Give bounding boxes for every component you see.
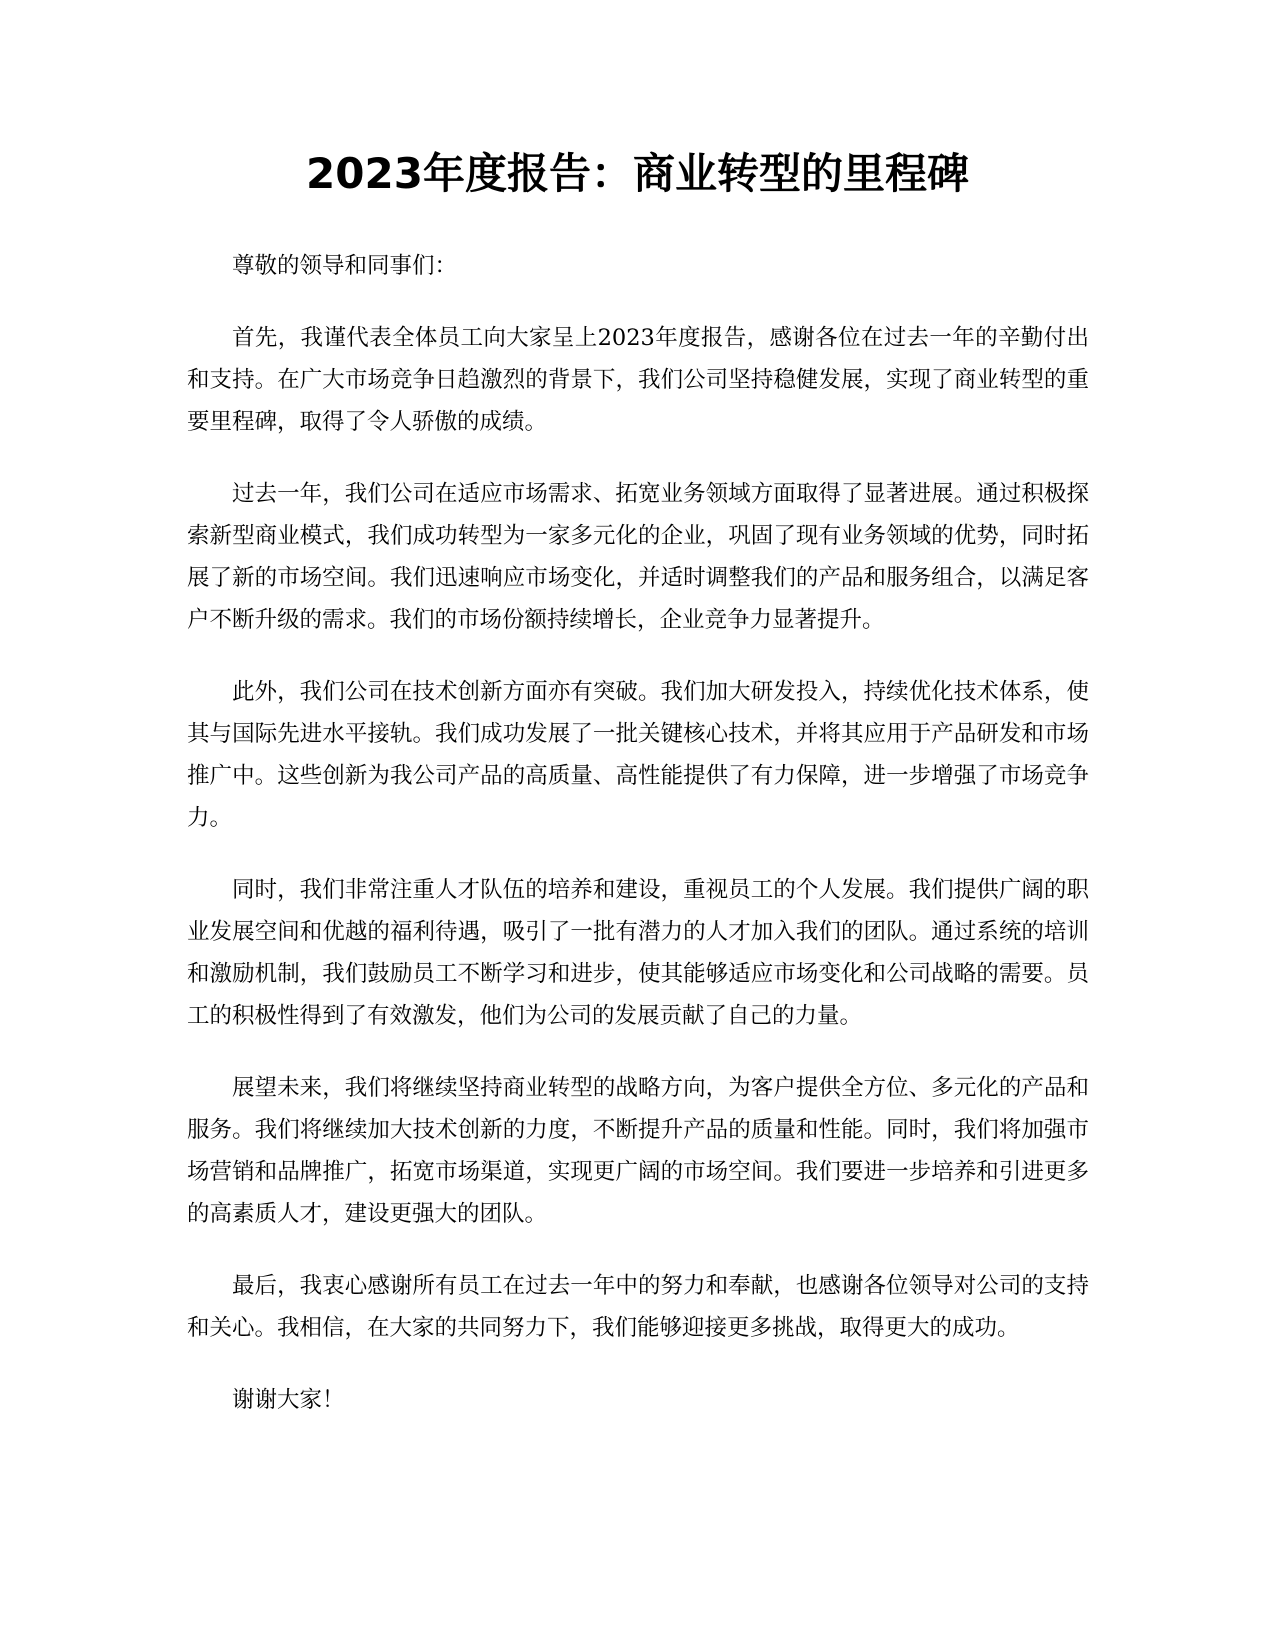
- paragraph-business-progress: 过去一年，我们公司在适应市场需求、拓宽业务领域方面取得了显著进展。通过积极探索新型商业模式，我们成功转型为一家多元化的企业，巩固了现有业务领域的优势，同时拓展了新的市场空间。我们迅速响应市场变化，并适时调整我们的产品和服务组合，以满足客户不断升级的需求。我们的市场份额持续增长，企业竞争力显著提升。: [187, 481, 1089, 633]
- closing: 谢谢大家！: [232, 1387, 345, 1413]
- paragraph-talent: 同时，我们非常注重人才队伍的培养和建设，重视员工的个人发展。我们提供广阔的职业发展空间和优越的福利待遇，吸引了一批有潜力的人才加入我们的团队。通过系统的培训和激励机制，我们鼓励员工不断学习和进步，使其能够适应市场变化和公司战略的需要。员工的积极性得到了有效激发，他们为公司的发展贡献了自己的力量。: [187, 877, 1089, 1029]
- paragraph-thanks: 最后，我衷心感谢所有员工在过去一年中的努力和奉献，也感谢各位领导对公司的支持和关心。我相信，在大家的共同努力下，我们能够迎接更多挑战，取得更大的成功。: [187, 1273, 1089, 1341]
- paragraph-outlook: 展望未来，我们将继续坚持商业转型的战略方向，为客户提供全方位、多元化的产品和服务。我们将继续加大技术创新的力度，不断提升产品的质量和性能。同时，我们将加强市场营销和品牌推广，拓宽市场渠道，实现更广阔的市场空间。我们要进一步培养和引进更多的高素质人才，建设更强大的团队。: [187, 1075, 1089, 1227]
- document-body: [187, 245, 1089, 1451]
- document-title: 2023年度报告：商业转型的里程碑: [306, 149, 969, 198]
- paragraph-opening: 首先，我谨代表全体员工向大家呈上2023年度报告，感谢各位在过去一年的辛勤付出和支持。在广大市场竞争日趋激烈的背景下，我们公司坚持稳健发展，实现了商业转型的重要里程碑，取得了令人骄傲的成绩。: [187, 325, 1089, 435]
- salutation: 尊敬的领导和同事们：: [232, 253, 458, 279]
- paragraph-tech-innovation: 此外，我们公司在技术创新方面亦有突破。我们加大研发投入，持续优化技术体系，使其与国际先进水平接轨。我们成功发展了一批关键核心技术，并将其应用于产品研发和市场推广中。这些创新为我公司产品的高质量、高性能提供了有力保障，进一步增强了市场竞争力。: [187, 679, 1089, 831]
